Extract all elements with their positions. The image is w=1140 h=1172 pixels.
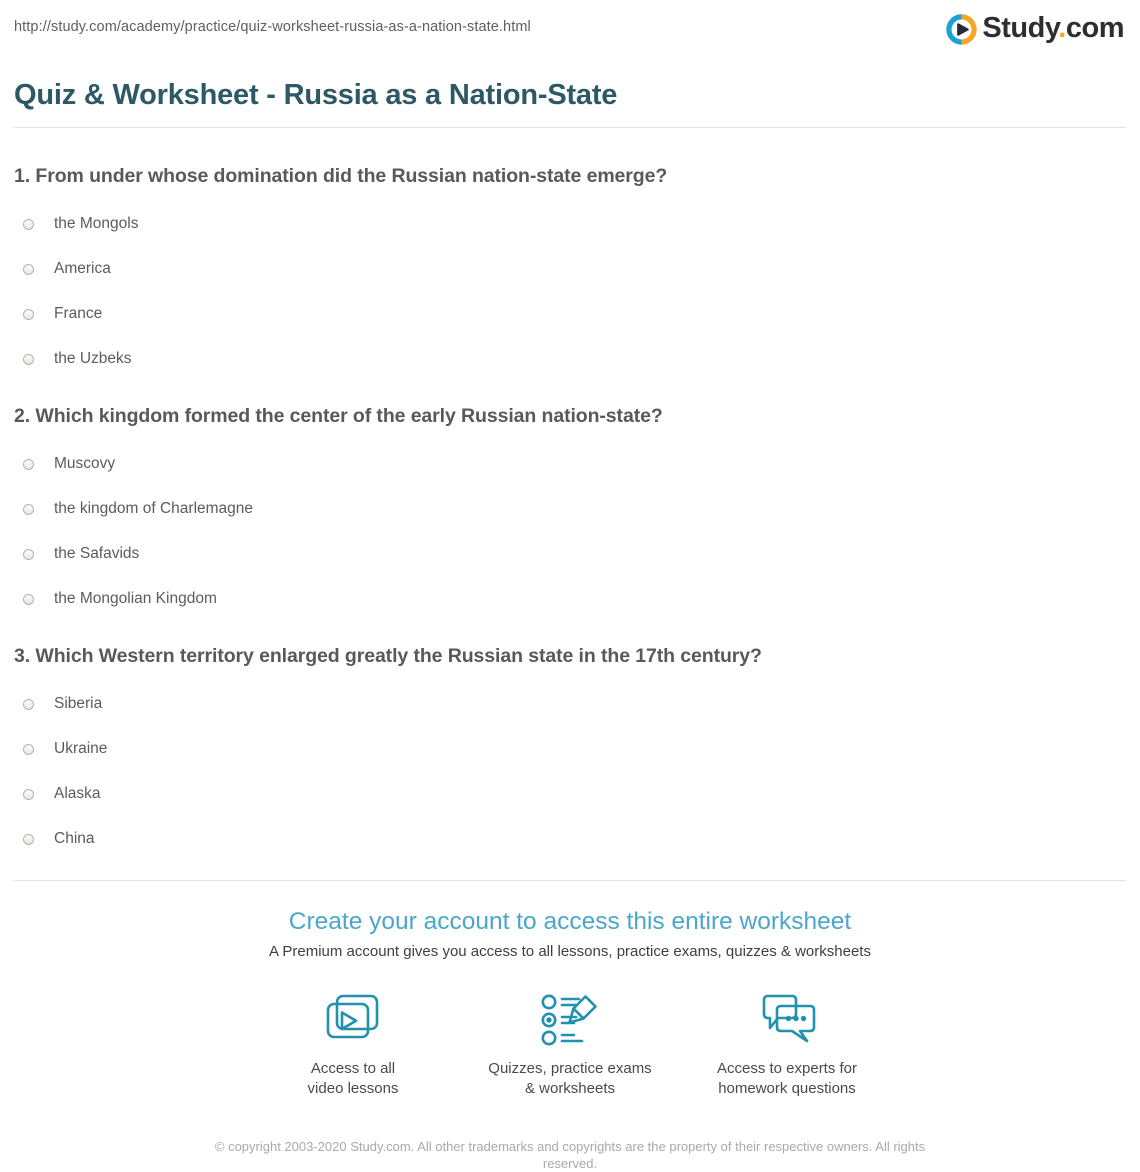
question-2-heading: 2. Which kingdom formed the center of the early Russian nation-state? xyxy=(14,405,663,428)
radio-button[interactable] xyxy=(23,744,34,755)
question-2-option-4[interactable] xyxy=(14,590,1126,608)
page-url[interactable]: http://study.com/academy/practice/quiz-worksheet-russia-as-a-nation-state.html xyxy=(14,19,531,35)
features-row xyxy=(14,991,1126,1099)
question-3-option-3[interactable] xyxy=(14,785,1126,803)
question-1-option-1[interactable] xyxy=(14,215,1126,233)
copyright-notice: © copyright 2003-2020 Study.com. All other trademarks and copyrights are the property of their respective owners. All rights reserved. xyxy=(214,1139,926,1172)
title-divider xyxy=(14,127,1126,128)
radio-button[interactable] xyxy=(23,699,34,710)
question-1 xyxy=(14,164,1126,368)
radio-button[interactable] xyxy=(23,354,34,365)
video-lessons-icon xyxy=(322,991,384,1049)
option-label: Siberia xyxy=(54,695,103,713)
studycom-logo[interactable] xyxy=(946,12,1124,45)
option-label: China xyxy=(54,830,95,848)
quiz-worksheet-icon xyxy=(539,991,601,1049)
option-label: the Mongols xyxy=(54,215,139,233)
question-2 xyxy=(14,404,1126,608)
create-account-section xyxy=(14,907,1126,1172)
studycom-play-icon xyxy=(946,14,977,45)
question-3-heading: 3. Which Western territory enlarged greatly the Russian state in the 17th century? xyxy=(14,645,762,668)
option-label: the Safavids xyxy=(54,545,140,563)
question-1-option-4[interactable] xyxy=(14,350,1126,368)
option-label: France xyxy=(54,305,103,323)
option-label: Ukraine xyxy=(54,740,108,758)
option-label: the Uzbeks xyxy=(54,350,132,368)
feature-quizzes-worksheets xyxy=(462,991,679,1099)
radio-button[interactable] xyxy=(23,594,34,605)
radio-button[interactable] xyxy=(23,219,34,230)
studycom-logo-text: Study.com xyxy=(982,12,1124,44)
page-title: Quiz & Worksheet - Russia as a Nation-State xyxy=(14,79,618,111)
feature-label: Quizzes, practice exams & worksheets xyxy=(488,1060,652,1098)
radio-button[interactable] xyxy=(23,459,34,470)
radio-button[interactable] xyxy=(23,834,34,845)
quiz-questions xyxy=(14,164,1126,880)
radio-button[interactable] xyxy=(23,789,34,800)
option-label: the kingdom of Charlemagne xyxy=(54,500,254,518)
radio-button[interactable] xyxy=(23,504,34,515)
question-2-option-3[interactable] xyxy=(14,545,1126,563)
question-1-option-2[interactable] xyxy=(14,260,1126,278)
radio-button[interactable] xyxy=(23,309,34,320)
question-1-option-3[interactable] xyxy=(14,305,1126,323)
question-2-option-1[interactable] xyxy=(14,455,1126,473)
radio-button[interactable] xyxy=(23,549,34,560)
feature-video-lessons xyxy=(245,991,462,1099)
question-3 xyxy=(14,644,1126,848)
radio-button[interactable] xyxy=(23,264,34,275)
feature-label: Access to experts for homework questions xyxy=(716,1060,858,1098)
question-3-option-2[interactable] xyxy=(14,740,1126,758)
section-divider xyxy=(14,880,1126,881)
experts-chat-icon xyxy=(755,991,819,1049)
create-account-heading[interactable]: Create your account to access this entire worksheet xyxy=(288,908,852,936)
premium-subheading: A Premium account gives you access to all lessons, practice exams, quizzes & worksheets xyxy=(269,943,871,961)
feature-homework-experts xyxy=(679,991,896,1099)
option-label: Alaska xyxy=(54,785,101,803)
option-label: America xyxy=(54,260,111,278)
option-label: the Mongolian Kingdom xyxy=(54,590,217,608)
option-label: Muscovy xyxy=(54,455,116,473)
question-2-option-2[interactable] xyxy=(14,500,1126,518)
question-3-option-4[interactable] xyxy=(14,830,1126,848)
question-1-heading: 1. From under whose domination did the Russian nation-state emerge? xyxy=(14,165,668,188)
page-header xyxy=(0,0,1140,58)
question-3-option-1[interactable] xyxy=(14,695,1126,713)
feature-label: Access to all video lessons xyxy=(307,1060,399,1098)
